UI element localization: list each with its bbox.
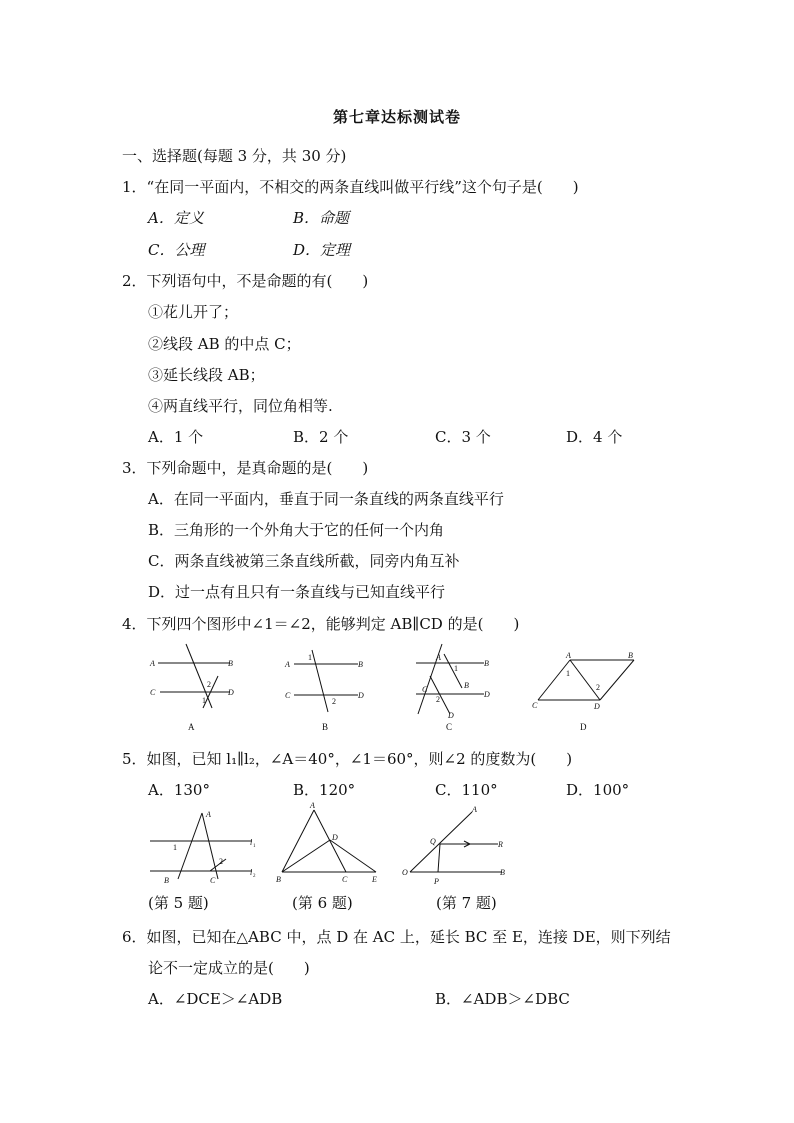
svg-text:A: A: [436, 653, 441, 662]
svg-text:A: A: [472, 805, 477, 814]
svg-text:A: A: [566, 651, 571, 660]
svg-text:C: C: [532, 701, 538, 710]
q4-stem: 4．下列四个图形中∠1＝∠2，能够判定 AB∥CD 的是( ): [122, 615, 520, 633]
q4-figure-c-label: C: [446, 722, 453, 732]
svg-text:B: B: [628, 651, 633, 660]
svg-text:D: D: [228, 688, 234, 697]
q5-option-d: D．100°: [566, 781, 630, 799]
q5-option-a: A．130°: [148, 781, 210, 799]
svg-text:P: P: [434, 877, 439, 886]
q2-statement-2: ②线段 AB 的中点 C；: [148, 335, 301, 353]
svg-text:C: C: [342, 875, 348, 884]
figure-7: [400, 800, 520, 890]
q4-figure-c: [410, 638, 500, 733]
q4-figure-a: [148, 640, 248, 735]
q3-option-c: C．两条直线被第三条直线所截，同旁内角互补: [148, 552, 460, 570]
q5-option-c: C．110°: [435, 781, 498, 799]
svg-text:2: 2: [332, 697, 336, 706]
q4-figure-d: [530, 650, 640, 720]
q4-figure-a-label: A: [188, 722, 195, 732]
q5-stem: 5．如图，已知 l₁∥l₂，∠A＝40°，∠1＝60°，则∠2 的度数为( ): [122, 750, 573, 768]
figure-5: [140, 805, 270, 890]
svg-text:A: A: [285, 660, 290, 669]
svg-text:2: 2: [436, 695, 440, 704]
svg-text:C: C: [150, 688, 156, 697]
q3-option-d: D．过一点有且只有一条直线与已知直线平行: [148, 583, 446, 601]
svg-text:C: C: [285, 691, 291, 700]
q3-option-a: A．在同一平面内，垂直于同一条直线的两条直线平行: [148, 490, 504, 508]
q3-option-b: B．三角形的一个外角大于它的任何一个内角: [148, 521, 445, 539]
q1-option-a: A．定义: [148, 209, 204, 227]
q4-figure-b: [282, 640, 382, 735]
svg-text:O: O: [402, 868, 408, 877]
svg-text:A: A: [150, 659, 155, 668]
q1-stem: 1．“在同一平面内，不相交的两条直线叫做平行线”这个句子是( ): [122, 178, 579, 196]
svg-text:B: B: [276, 875, 281, 884]
svg-text:1: 1: [566, 669, 570, 678]
page-title: 第七章达标测试卷: [332, 108, 461, 126]
svg-text:Q: Q: [430, 837, 436, 846]
q2-statement-3: ③延长线段 AB；: [148, 366, 265, 384]
figure-5-caption: (第 5 题): [148, 894, 209, 912]
svg-text:1: 1: [253, 844, 256, 849]
q6-stem-line2: 论不一定成立的是( ): [148, 959, 310, 977]
svg-text:C: C: [210, 876, 216, 885]
q4-figure-d-label: D: [580, 722, 587, 732]
svg-text:B: B: [484, 659, 489, 668]
q2-option-d: D．4 个: [566, 428, 623, 446]
q2-stem: 2．下列语句中，不是命题的有( ): [122, 272, 369, 290]
q2-option-b: B．2 个: [293, 428, 349, 446]
svg-text:D: D: [594, 702, 600, 711]
svg-text:1: 1: [202, 696, 206, 705]
svg-text:D: D: [484, 690, 490, 699]
q2-statement-1: ①花儿开了；: [148, 303, 239, 321]
svg-text:B: B: [500, 868, 505, 877]
svg-text:D: D: [448, 711, 454, 720]
svg-text:E: E: [372, 875, 377, 884]
svg-text:2: 2: [253, 874, 256, 879]
q1-option-b: B．命题: [293, 209, 350, 227]
q2-option-a: A．1 个: [148, 428, 204, 446]
svg-text:B: B: [228, 659, 233, 668]
svg-text:C: C: [422, 685, 428, 694]
q6-stem-line1: 6．如图，已知在△ABC 中，点 D 在 AC 上，延长 BC 至 E，连接 DE，则下列结: [122, 928, 671, 946]
svg-text:B: B: [164, 876, 169, 885]
svg-text:l: l: [250, 868, 253, 877]
svg-text:1: 1: [173, 843, 177, 852]
section-heading: 一、选择题(每题 3 分，共 30 分): [122, 147, 347, 165]
q3-stem: 3．下列命题中，是真命题的是( ): [122, 459, 369, 477]
svg-text:A: A: [310, 801, 315, 810]
figure-6: [274, 800, 389, 890]
svg-text:2: 2: [596, 683, 600, 692]
svg-text:2: 2: [207, 680, 211, 689]
q6-option-a: A．∠DCE＞∠ADB: [148, 990, 283, 1008]
svg-text:R: R: [498, 840, 503, 849]
svg-text:D: D: [358, 691, 364, 700]
figure-6-caption: (第 6 题): [292, 894, 353, 912]
svg-text:B: B: [464, 681, 469, 690]
q1-option-d: D．定理: [293, 241, 351, 259]
figure-7-caption: (第 7 题): [436, 894, 497, 912]
svg-text:A: A: [206, 810, 211, 819]
svg-text:1: 1: [308, 653, 312, 662]
svg-text:1: 1: [454, 664, 458, 673]
q2-statement-4: ④两直线平行，同位角相等.: [148, 397, 333, 415]
svg-text:D: D: [332, 833, 338, 842]
q2-option-c: C．3 个: [435, 428, 491, 446]
svg-text:l: l: [250, 838, 253, 847]
svg-text:2: 2: [219, 857, 223, 866]
q5-option-b: B．120°: [293, 781, 356, 799]
svg-text:B: B: [358, 660, 363, 669]
q1-option-c: C．公理: [148, 241, 205, 259]
q6-option-b: B．∠ADB＞∠DBC: [435, 990, 570, 1008]
q4-figure-b-label: B: [322, 722, 329, 732]
